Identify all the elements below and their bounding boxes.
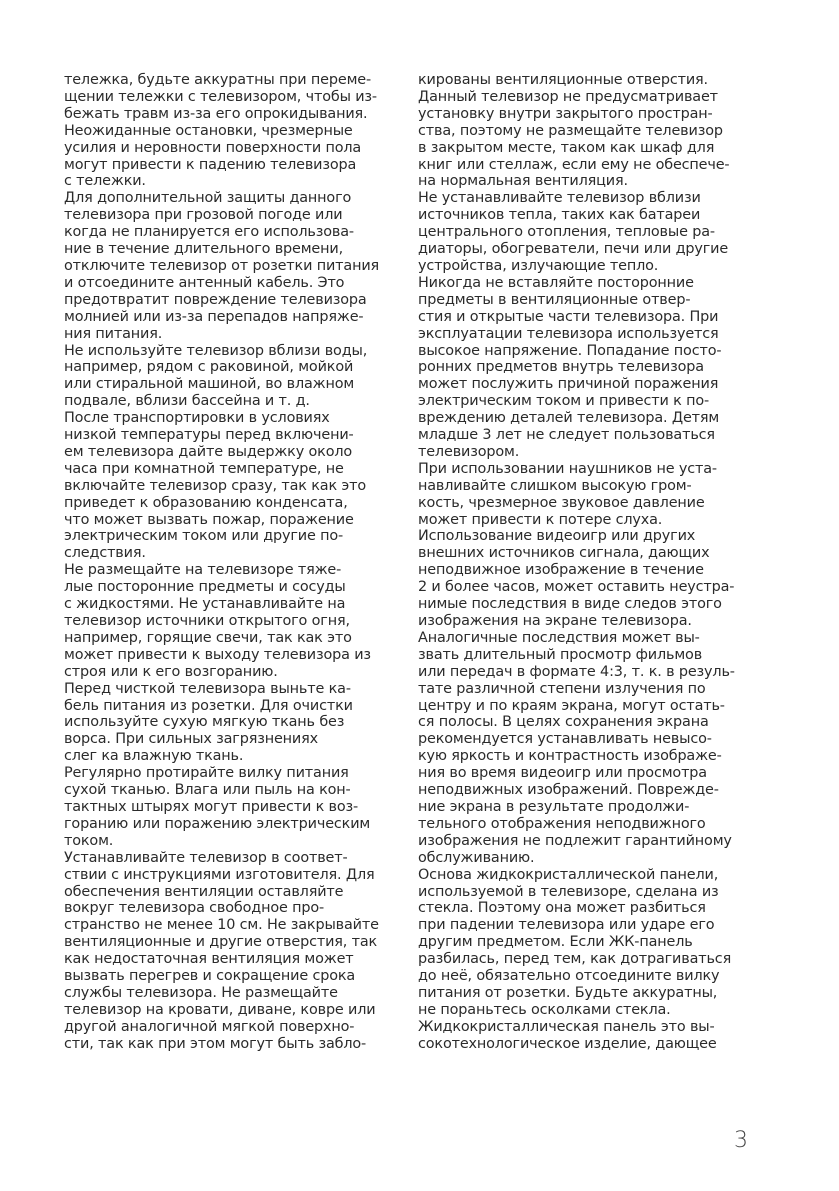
text-line: тележка, будьте аккуратны при переме-: [64, 72, 372, 88]
text-line: ем телевизора дайте выдержку около: [64, 443, 353, 460]
text-line: бежать травм из-за его опрокидывания.: [64, 105, 368, 122]
text-line: следствия.: [64, 545, 146, 562]
text-line: когда не планируется его использова-: [64, 224, 354, 241]
text-line: ворса. При сильных загрязнениях: [64, 731, 319, 748]
text-line: внешних источников сигнала, дающих: [418, 545, 710, 562]
text-line: эксплуатации телевизора используется: [418, 325, 719, 342]
text-line: странство не менее 10 см. Не закрывайте: [64, 917, 379, 934]
text-line: рекомендуется устанавливать невысо-: [418, 731, 712, 748]
text-line: кированы вентиляционные отверстия.: [418, 72, 708, 88]
text-line: младше 3 лет не следует пользоваться: [418, 427, 715, 444]
text-line: неподвижных изображений. Поврежде-: [418, 782, 719, 799]
text-line: изображения на экране телевизора.: [418, 613, 692, 629]
text-line: стекла. Поэтому она может разбиться: [418, 900, 706, 917]
text-line: ствии с инструкциями изготовителя. Для: [64, 866, 375, 883]
text-line: с тележки.: [64, 173, 146, 190]
text-line: ния питания.: [64, 325, 163, 342]
text-line: Не устанавливайте телевизор вблизи: [418, 190, 701, 207]
text-line: телевизор источники открытого огня,: [64, 613, 350, 629]
text-line: вентиляционные и другие отверстия, так: [64, 934, 378, 951]
text-line: нимые последствия в виде следов этого: [418, 596, 722, 613]
text-line: ронних предметов внутрь телевизора: [418, 359, 704, 376]
text-line: Неожиданные остановки, чрезмерные: [64, 122, 353, 139]
text-line: при падении телевизора или ударе его: [418, 917, 715, 934]
text-line: например, рядом с раковиной, мойкой: [64, 359, 354, 376]
text-line: Регулярно протирайте вилку питания: [64, 765, 349, 782]
text-line: стия и открытые части телевизора. При: [418, 308, 719, 325]
text-line: Данный телевизор не предусматривает: [418, 88, 718, 105]
text-line: После транспортировки в условиях: [64, 410, 330, 427]
text-line: обслуживанию.: [418, 849, 535, 866]
text-line: центрального отопления, тепловые ра-: [418, 224, 715, 241]
text-line: тельного отображения неподвижного: [418, 815, 706, 832]
text-line: отключите телевизор от розетки питания: [64, 257, 380, 274]
text-line: 2 и более часов, может оставить неустра-: [418, 579, 735, 596]
text-line: ние в течение длительного времени,: [64, 241, 344, 258]
text-line: телевизором.: [418, 443, 520, 460]
text-line: тате различной степени излучения по: [418, 680, 706, 697]
text-line: устройства, излучающие тепло.: [418, 257, 659, 274]
text-line: Устанавливайте телевизор в соответ-: [64, 849, 348, 866]
text-line: звать длительный просмотр фильмов: [418, 646, 703, 663]
text-line: Не размещайте на телевизоре тяже-: [64, 562, 342, 579]
text-line: или передач в формате 4:3, т. к. в резуль-: [418, 663, 735, 680]
text-line: Не используйте телевизор вблизи воды,: [64, 342, 368, 359]
text-line: Для дополнительной защиты данного: [64, 190, 352, 207]
text-line: Жидкокристаллическая панель это вы-: [418, 1018, 715, 1035]
text-line: ние экрана в результате продолжи-: [418, 798, 690, 815]
text-line: сти, так как при этом могут быть забло-: [64, 1035, 367, 1052]
text-line: часа при комнатной температуре, не: [64, 460, 344, 477]
text-column-left: [64, 72, 394, 1053]
text-line: горанию или поражению электрическим: [64, 815, 371, 832]
text-line: и отсоедините антенный кабель. Это: [64, 274, 345, 291]
text-line: может привести к потере слуха.: [418, 511, 663, 528]
text-line: усилия и неровности поверхности пола: [64, 139, 362, 156]
text-line: сокотехнологическое изделие, дающее: [418, 1035, 717, 1052]
text-line: бель питания из розетки. Для очистки: [64, 697, 353, 714]
text-line: могут привести к падению телевизора: [64, 156, 357, 173]
text-line: низкой температуры перед включени-: [64, 427, 354, 444]
text-line: службы телевизора. Не размещайте: [64, 984, 338, 1001]
text-line: ства, поэтому не размещайте телевизор: [418, 122, 723, 139]
text-line: При использовании наушников не уста-: [418, 460, 717, 477]
text-line: установку внутри закрытого простран-: [418, 105, 713, 122]
text-line: Никогда не вставляйте посторонние: [418, 274, 694, 291]
text-line: кость, чрезмерное звуковое давление: [418, 494, 705, 511]
text-line: не пораньтесь осколками стекла.: [418, 1001, 671, 1018]
text-line: ния во время видеоигр или просмотра: [418, 765, 707, 782]
text-line: другим предметом. Если ЖК-панель: [418, 934, 693, 951]
text-line: до неё, обязательно отсоедините вилку: [418, 968, 720, 985]
text-line: кую яркость и контрастность изображе-: [418, 748, 722, 765]
text-line: слег ка влажную ткань.: [64, 748, 244, 765]
text-line: центру и по краям экрана, могут остать-: [418, 697, 725, 714]
text-line: навливайте слишком высокую гром-: [418, 477, 692, 494]
text-line: включайте телевизор сразу, так как это: [64, 477, 367, 494]
text-line: телевизора при грозовой погоде или: [64, 207, 343, 224]
text-line: молнией или из-за перепадов напряже-: [64, 308, 364, 325]
text-line: или стиральной машиной, во влажном: [64, 376, 355, 393]
text-line: в закрытом месте, таком как шкаф для: [418, 139, 715, 156]
text-line: вызвать перегрев и сокращение срока: [64, 968, 356, 985]
text-line: Основа жидкокристаллической панели,: [418, 866, 719, 883]
text-line: может послужить причиной поражения: [418, 376, 719, 393]
text-line: Перед чисткой телевизора выньте ка-: [64, 680, 351, 697]
text-line: изображения не подлежит гарантийному: [418, 832, 732, 849]
text-line: используйте сухую мягкую ткань без: [64, 714, 345, 731]
text-line: питания от розетки. Будьте аккуратны,: [418, 984, 718, 1001]
text-line: на нормальная вентиляция.: [418, 173, 628, 190]
text-line: вокруг телевизора свободное про-: [64, 900, 325, 917]
text-line: используемой в телевизоре, сделана из: [418, 883, 719, 900]
text-line: книг или стеллаж, если ему не обеспече-: [418, 156, 730, 173]
text-line: диаторы, обогреватели, печи или другие: [418, 241, 729, 258]
text-line: подвале, вблизи бассейна и т. д.: [64, 393, 310, 410]
text-line: например, горящие свечи, так как это: [64, 629, 352, 646]
text-line: разбилась, перед тем, как дотрагиваться: [418, 951, 732, 968]
text-line: может привести к выходу телевизора из: [64, 646, 371, 663]
text-line: сухой тканью. Влага или пыль на кон-: [64, 782, 351, 799]
text-line: источников тепла, таких как батареи: [418, 207, 701, 224]
text-column-right: [418, 72, 756, 1053]
text-line: Аналогичные последствия может вы-: [418, 629, 700, 646]
text-line: строя или к его возгоранию.: [64, 663, 278, 680]
text-line: тактных штырях могут привести к воз-: [64, 798, 359, 815]
text-line: предотвратит повреждение телевизора: [64, 291, 367, 308]
text-line: электрическим током или другие по-: [64, 528, 344, 545]
text-line: током.: [64, 832, 114, 849]
text-line: ся полосы. В целях сохранения экрана: [418, 714, 709, 731]
text-line: обеспечения вентиляции оставляйте: [64, 883, 344, 900]
text-line: электрическим током и привести к по-: [418, 393, 710, 410]
text-line: высокое напряжение. Попадание посто-: [418, 342, 722, 359]
text-line: предметы в вентиляционные отвер-: [418, 291, 691, 308]
text-line: неподвижное изображение в течение: [418, 562, 704, 579]
text-line: щении тележки с телевизором, чтобы из-: [64, 88, 377, 105]
text-line: лые посторонние предметы и сосуды: [64, 579, 346, 596]
page-number: 3: [734, 1128, 748, 1153]
text-line: Использование видеоигр или других: [418, 528, 696, 545]
text-line: вреждению деталей телевизора. Детям: [418, 410, 720, 427]
text-line: как недостаточная вентиляция может: [64, 951, 354, 968]
text-line: телевизор на кровати, диване, ковре или: [64, 1001, 376, 1018]
text-line: другой аналогичной мягкой поверхно-: [64, 1018, 355, 1035]
text-line: что может вызвать пожар, поражение: [64, 511, 354, 528]
text-line: приведет к образованию конденсата,: [64, 494, 348, 511]
text-line: с жидкостями. Не устанавливайте на: [64, 596, 346, 613]
